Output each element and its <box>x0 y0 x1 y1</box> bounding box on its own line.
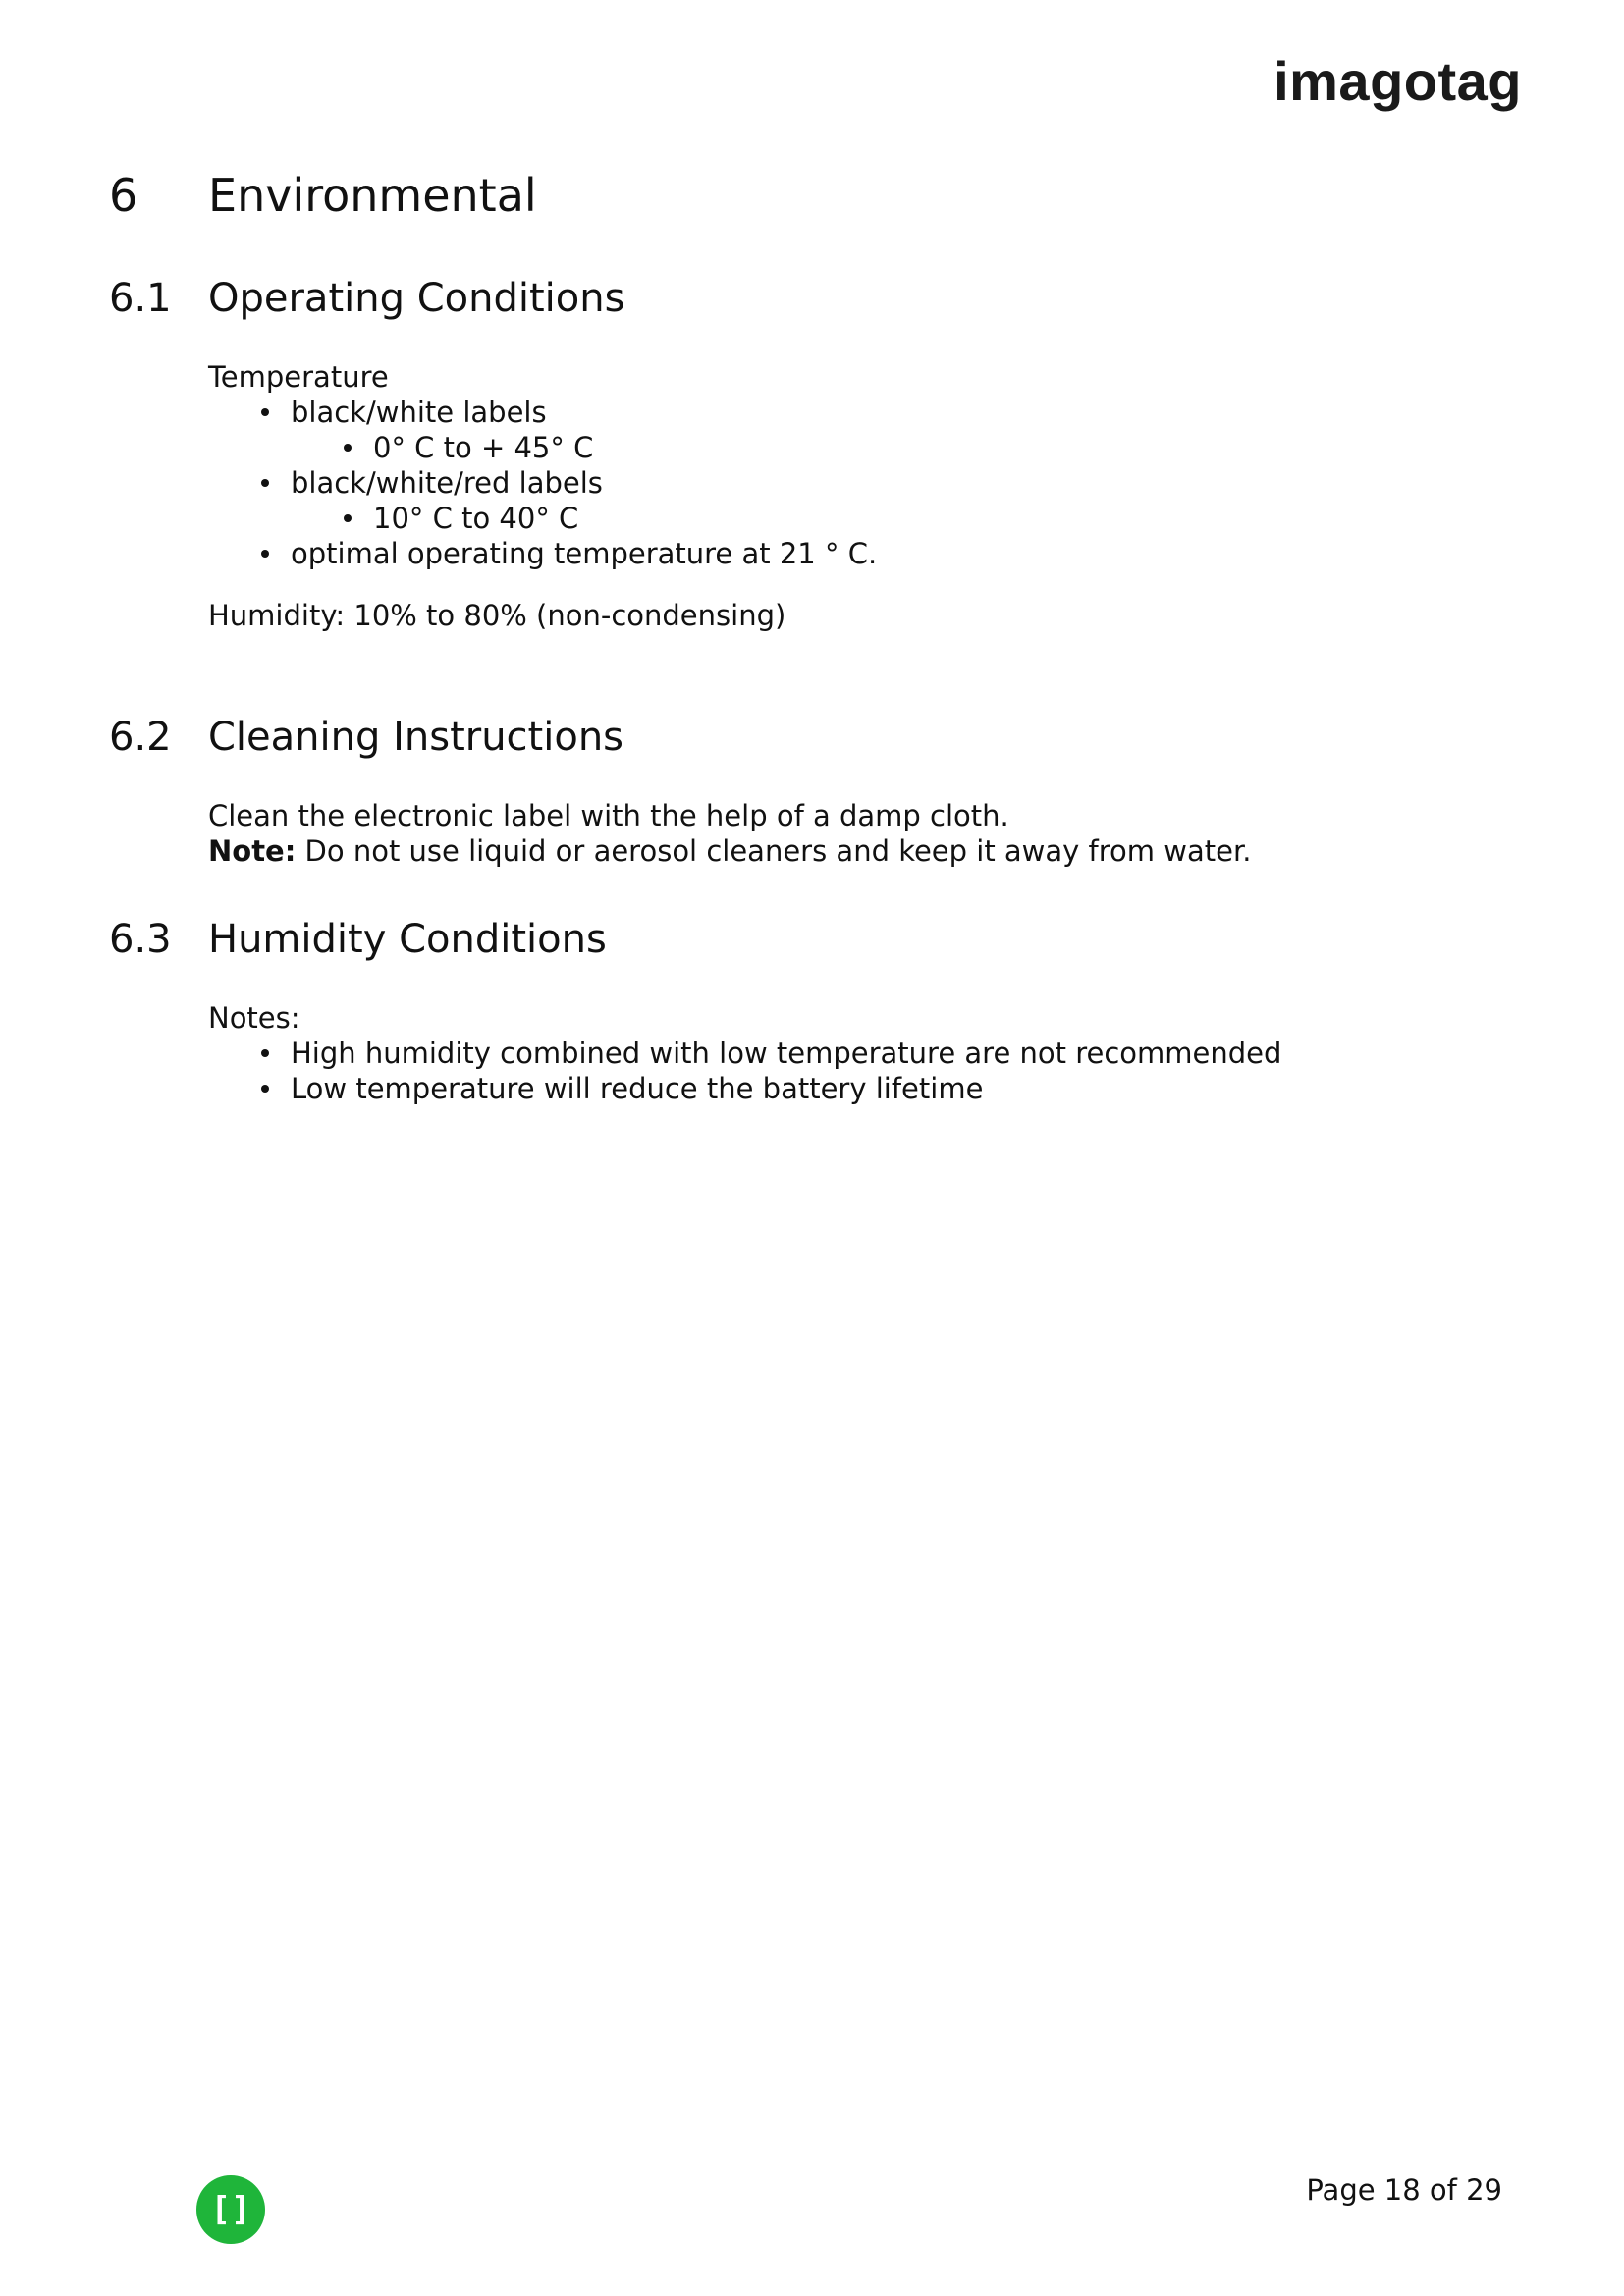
notes-label: Notes: <box>208 1001 300 1035</box>
bullet-icon <box>344 514 352 522</box>
subsection-heading-operating-conditions <box>109 276 624 321</box>
list-item <box>208 430 877 465</box>
imagotag-logo: imagotag <box>1273 50 1522 112</box>
humidity-conditions-body <box>208 1000 1281 1106</box>
subsection-number: 6.2 <box>109 715 172 760</box>
list-item-text: High humidity combined with low temperature are not recommended <box>291 1037 1282 1070</box>
humidity-range: Humidity: 10% to 80% (non-condensing) <box>208 599 786 632</box>
notes-list <box>208 1036 1281 1106</box>
subsection-title: Humidity Conditions <box>208 917 607 962</box>
list-item <box>208 501 877 536</box>
subsection-number: 6.1 <box>109 276 172 321</box>
cleaning-note <box>208 833 1251 869</box>
bullet-icon <box>261 479 269 487</box>
section-number: 6 <box>109 169 138 222</box>
bullet-icon <box>344 444 352 452</box>
list-item-text: 0° C to + 45° C <box>373 431 594 464</box>
bullet-icon <box>261 1049 269 1057</box>
list-item <box>208 1036 1281 1071</box>
subsection-heading-humidity-conditions <box>109 917 607 962</box>
list-item <box>208 395 877 430</box>
bullet-icon <box>261 550 269 558</box>
list-item-text: optimal operating temperature at 21 ° C. <box>291 537 878 570</box>
bullet-icon <box>261 408 269 416</box>
list-item <box>208 536 877 571</box>
subsection-title: Cleaning Instructions <box>208 715 624 760</box>
cleaning-instructions-body <box>208 798 1251 869</box>
cleaning-text: Clean the electronic label with the help of a damp cloth. <box>208 799 1009 832</box>
list-item <box>208 465 877 501</box>
brand-badge-icon: [] <box>196 2175 265 2244</box>
note-label: Note: <box>208 834 297 868</box>
list-item-text: black/white labels <box>291 396 547 429</box>
list-item-text: Low temperature will reduce the battery lifetime <box>291 1072 984 1105</box>
section-heading-environmental <box>109 169 537 222</box>
temperature-label: Temperature <box>208 360 389 394</box>
temperature-list <box>208 395 877 571</box>
bullet-icon <box>261 1085 269 1093</box>
list-item-text: black/white/red labels <box>291 466 603 500</box>
subsection-number: 6.3 <box>109 917 172 962</box>
page-number: Page 18 of 29 <box>1306 2173 1502 2207</box>
operating-conditions-body <box>208 359 877 633</box>
subsection-title: Operating Conditions <box>208 276 625 321</box>
list-item <box>208 1071 1281 1106</box>
subsection-heading-cleaning-instructions <box>109 715 623 760</box>
list-item-text: 10° C to 40° C <box>373 502 579 535</box>
section-title: Environmental <box>208 169 537 222</box>
note-text: Do not use liquid or aerosol cleaners and keep it away from water. <box>296 834 1252 868</box>
